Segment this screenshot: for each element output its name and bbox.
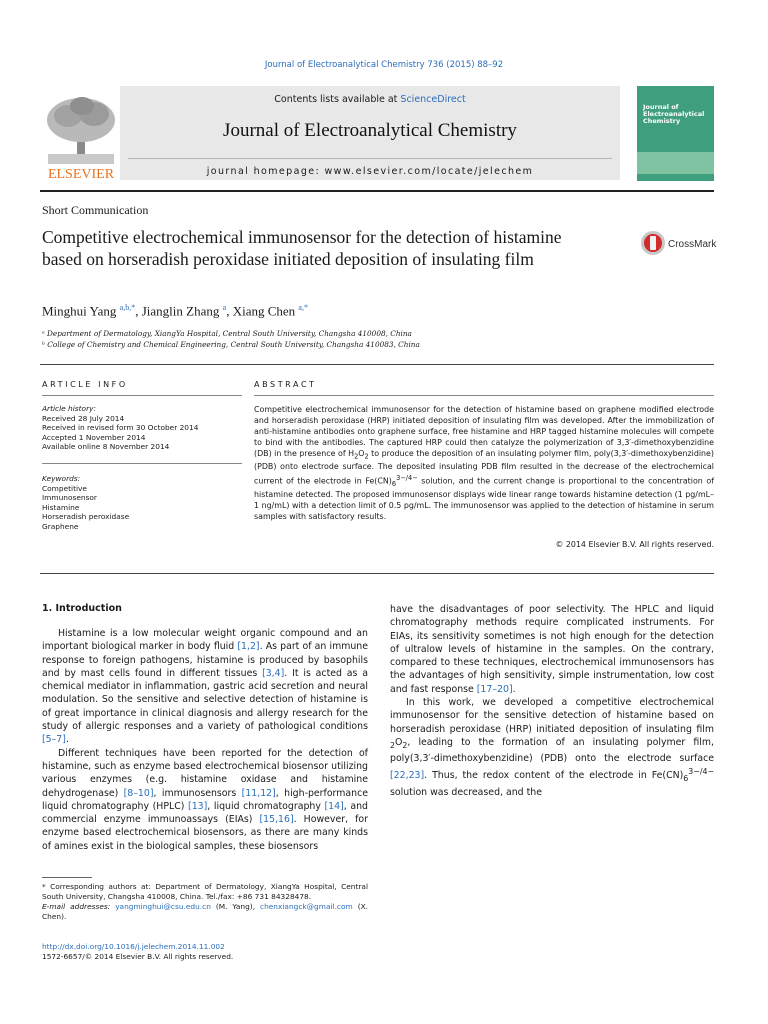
subscript: 2 [354, 452, 359, 461]
text: . [512, 683, 516, 695]
body-divider [40, 573, 714, 574]
article-info-heading: ARTICLE INFO [42, 380, 128, 389]
author-separator: , [226, 303, 233, 319]
citation-link[interactable]: [8–10] [123, 787, 154, 799]
body-column-right [390, 603, 714, 799]
history-accepted: Accepted 1 November 2014 [42, 432, 146, 442]
journal-reference[interactable]: Journal of Electroanalytical Chemistry 736 (2015) 88–92 [264, 60, 504, 70]
journal-title: Journal of Electroanalytical Chemistry [223, 120, 517, 141]
subscript: 2 [390, 740, 395, 750]
citation-link[interactable]: [5–7] [42, 734, 66, 746]
author-affiliation-mark[interactable]: a,* [298, 303, 308, 312]
subscript: 6 [391, 480, 397, 489]
keyword: Horseradish peroxidase [42, 512, 130, 522]
author-list [42, 303, 308, 319]
header-divider [40, 190, 714, 192]
abstract-part: O [358, 448, 365, 458]
elsevier-tree-logo [40, 92, 122, 182]
author-affiliation-mark[interactable]: a,b,* [119, 303, 136, 312]
paragraph [390, 696, 714, 799]
abstract-part: Competitive electrochemical immunosensor for the detection of histamine based on graphene modified electrode and horseradish peroxidase (HRP) initiated deposition of insulating film was developed. After the immobilization of anti-histamine antibodies onto graphene surface, free histamine and HRP tagged histamine molecules will compete to bind with the antibodies. The captured HRP could then catalyze the polymerization of 3,3′-dimethoxybenzidine (DB) in the presence of H [254, 405, 714, 458]
email-link[interactable]: chenxiangck@gmail.com [260, 902, 353, 911]
superscript: 3−/4− [396, 474, 418, 483]
paragraph [42, 747, 368, 853]
elsevier-wordmark: ELSEVIER [47, 167, 115, 182]
email-owner: (M. Yang), [210, 902, 261, 911]
abstract-part: to produce the deposition of an insulating polymer film, poly(3,3′-dimethoxybenzidine) (PDB) onto electrode surface. The deposited insulating PDB film resulted in the decrease of the electrochemical current of the electrode in Fe(CN) [254, 448, 714, 486]
banner-divider [128, 158, 612, 159]
citation-link[interactable]: [3,4] [262, 667, 285, 679]
footnote-divider [42, 877, 92, 878]
text: Histamine is a low molecular weight organic compound and an important biological marker in body fluid [42, 628, 368, 653]
doi-line [42, 942, 368, 962]
text: O [394, 736, 403, 748]
text: . [65, 734, 69, 746]
paragraph [390, 603, 714, 696]
citation-link[interactable]: [15,16] [259, 814, 294, 826]
email-link[interactable]: yangminghui@csu.edu.cn [115, 902, 211, 911]
text: . As part of an immune response to foreign pathogens, histamine is produced by basophils and by mast cells found in different tissues [42, 641, 368, 679]
keywords-divider [42, 463, 242, 464]
citation-link[interactable]: [17–20] [476, 683, 513, 695]
author-name: Xiang Chen [232, 303, 296, 319]
affiliation-b: ᵇ College of Chemistry and Chemical Engineering, Central South University, Changsha 410083, China [42, 340, 420, 349]
text: . It is acted as a chemical mediator in inflammation, gastric acid secretion and neural modulation. So the sensitive and selective detection of histamine is of great importance in clinical diagnosis and allergy research for the study of allergic responses and a variety of pathological conditions [42, 667, 368, 733]
text: , immunosensors [153, 787, 242, 799]
contents-prefix: Contents lists available at [274, 94, 401, 105]
citation-link[interactable]: [22,23] [390, 770, 425, 782]
journal-cover-title: Journal of Electroanalytical Chemistry [643, 103, 705, 125]
corresponding-footnote [42, 882, 368, 922]
text: have the disadvantages of poor selectivity. The HPLC and liquid chromatography methods require complicated instruments. For EIAs, its sensitivity sometimes is not high enough for the detection of ultralow levels of histamine in the samples. On the contrary, compared to these techniques, electrochemical immunosensors has the advantages of high sensitivity, simple instrumentation, low cost and fast response [390, 604, 714, 695]
text: solution was decreased, and the [390, 786, 542, 798]
article-history [42, 404, 242, 452]
subscript: 2 [402, 740, 408, 750]
email-owner: (X. Chen). [42, 902, 368, 921]
keywords-block [42, 474, 242, 532]
issn-line: 1572-6657/© 2014 Elsevier B.V. All rights reserved. [42, 952, 234, 961]
section-title: 1. Introduction [42, 603, 122, 614]
contents-line [120, 94, 620, 105]
article-title: Competitive electrochemical immunosensor for the detection of histamine based on horseradish peroxidase initiated deposition of insulating film [42, 227, 562, 269]
abstract-copyright: © 2014 Elsevier B.V. All rights reserved. [555, 540, 714, 549]
paragraph [42, 627, 368, 747]
journal-cover-stripe [637, 152, 714, 174]
abstract-divider [254, 395, 714, 396]
text: . Thus, the redox content of the electrode in Fe(CN) [424, 770, 684, 782]
history-label: Article history: [42, 404, 96, 413]
keyword: Graphene [42, 521, 79, 531]
corresponding-authors: * Corresponding authors at: Department of Dermatology, XiangYa Hospital, Central South University, Changsha 410008, China. Tel./fax: +86 731 84328478. [42, 882, 368, 901]
subscript: 2 [364, 452, 369, 461]
history-received: Received 28 July 2014 [42, 413, 125, 423]
citation-link[interactable]: [13] [188, 800, 208, 812]
article-info-divider [42, 395, 242, 396]
info-divider [40, 364, 714, 365]
text: , and commercial enzyme immunoassays (EIAs) [42, 800, 368, 826]
abstract-text [254, 405, 714, 523]
email-label: E-mail addresses: [42, 902, 116, 911]
history-revised: Received in revised form 30 October 2014 [42, 423, 199, 433]
text: , leading to the formation of an insulating polymer film, poly(3,3′-dimethoxybenzidine) (PDB) onto the electrode surface [390, 736, 714, 765]
author-name: Minghui Yang [42, 303, 117, 319]
text: , high-performance liquid chromatography (HPLC) [42, 787, 368, 812]
author-separator: , [135, 303, 142, 319]
citation-link[interactable]: [11,12] [241, 787, 276, 799]
text: Different techniques have been reported for the detection of histamine, such as enzyme based electrochemical biosensor utilizing various enzymes (e.g. histamine oxidase and histamine dehydrogenase) [42, 747, 368, 799]
text: , liquid chromatography [207, 800, 325, 812]
abstract-part: solution, and the current change is proportional to the concentration of histamine detected. The proposed immunosensor displays wide linear range towards histamine detection (1 pg/mL–1 ng/mL) with a detection limit of 0.5 pg/mL. The immunosensor was applied to the detection of histamine in serum samples with satisfactory results. [254, 476, 714, 521]
text: . However, for enzyme based electrochemical biosensors, as there are many kinds of amines exist in the biological samples, these biosensors [42, 814, 368, 852]
keyword: Histamine [42, 502, 80, 512]
text: In this work, we developed a competitive electrochemical immunosensor for the sensitive detection of histamine based on horseradish peroxidase (HRP) initiated deposition of insulating film [390, 697, 714, 735]
abstract-heading: ABSTRACT [254, 380, 317, 389]
subscript: 6 [683, 774, 689, 784]
keywords-label: Keywords: [42, 474, 81, 483]
doi-link[interactable]: http://dx.doi.org/10.1016/j.jelechem.2014.11.002 [42, 942, 225, 951]
affiliation-a: ᵃ Department of Dermatology, XiangYa Hospital, Central South University, Changsha 410008, China [42, 329, 412, 338]
article-type: Short Communication [42, 203, 149, 217]
citation-link[interactable]: [1,2] [237, 641, 260, 653]
history-online: Available online 8 November 2014 [42, 442, 170, 452]
citation-link[interactable]: [14] [324, 800, 344, 812]
keyword: Immunosensor [42, 493, 97, 503]
crossmark-icon: CrossMark [668, 239, 717, 250]
superscript: 3−/4− [688, 767, 714, 777]
author-affiliation-mark[interactable]: a [222, 303, 227, 312]
journal-homepage[interactable]: journal homepage: www.elsevier.com/locate/jelechem [206, 166, 534, 177]
keyword: Competitive [42, 483, 87, 493]
author-name: Jianglin Zhang [141, 303, 220, 319]
body-column-left [42, 627, 368, 853]
sciencedirect-link[interactable]: ScienceDirect [400, 94, 466, 105]
crossmark-button[interactable] [640, 230, 720, 256]
email-line [42, 902, 368, 922]
